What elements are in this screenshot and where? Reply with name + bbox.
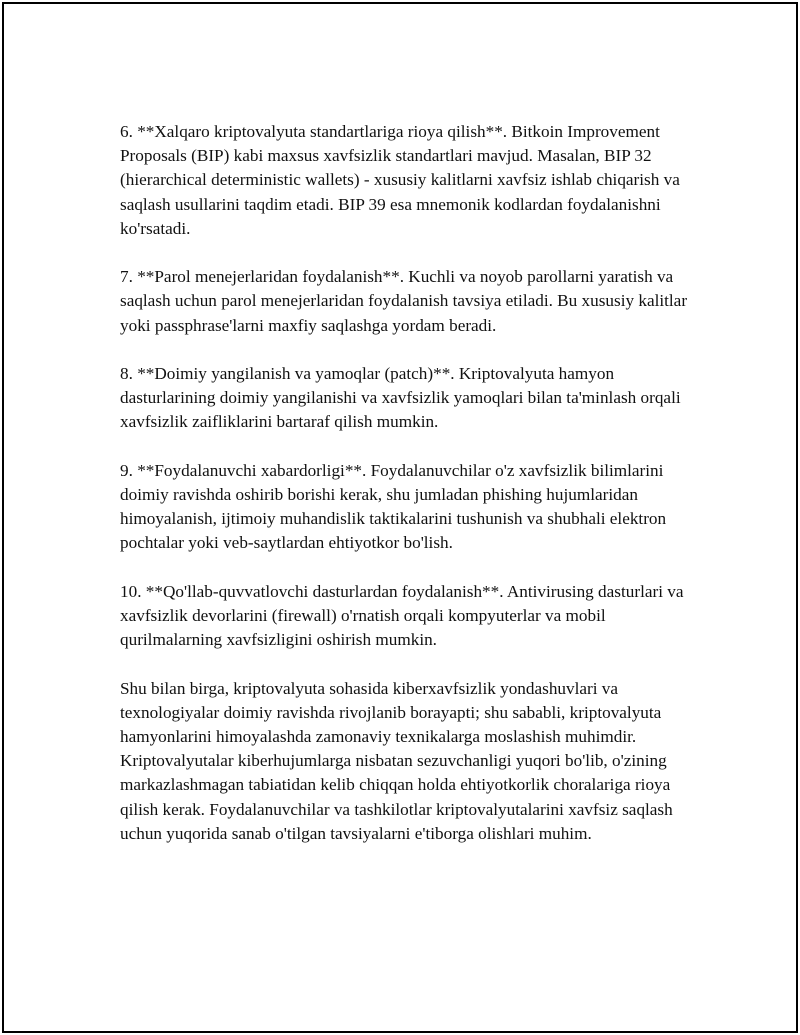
document-page (2, 2, 798, 1033)
document-body (120, 120, 700, 870)
paragraph-item-7: 7. **Parol menejerlaridan foydalanish**. Kuchli va noyob parollarni yaratish va saqlash uchun parol menejerlaridan foydalanish tavsiya etiladi. Bu xususiy kalitlar yoki passphrase'larni maxfiy saqlashga yordam beradi. (120, 267, 688, 335)
paragraph-conclusion: Shu bilan birga, kriptovalyuta sohasida kiberxavfsizlik yondashuvlari va texnologiyalar doimiy ravishda rivojlanib borayapti; shu sababli, kriptovalyuta hamyonlarini himoyalashda zamonaviy texnikalarga moslashish muhimdir. Kriptovalyutalar kiberhujumlarga nisbatan sezuvchanligi yuqori bo'lib, o'zining markazlashmagan tabiatidan kelib chiqqan holda ehtiyotkorlik choralariga rioya qilish kerak. Foydalanuvchilar va tashkilotlar kriptovalyutalarini xavfsiz saqlash uchun yuqorida sanab o'tilgan tavsiyalarni e'tiborga olishlari muhim. (120, 678, 673, 843)
paragraph-item-10: 10. **Qo'llab-quvvatlovchi dasturlardan foydalanish**. Antivirusing dasturlari va xavfsizlik devorlarini (firewall) o'rnatish orqali kompyuterlar va mobil qurilmalarning xavfsizligini oshirish mumkin. (120, 581, 684, 650)
paragraph-item-9: 9. **Foydalanuvchi xabardorligi**. Foydalanuvchilar o'z xavfsizlik bilimlarini doimiy ravishda oshirib borishi kerak, shu jumladan phishing hujumlaridan himoyalanish, ijtimoiy muhandislik taktikalarini tushunish va shubhali elektron pochtalar yoki veb-saytlardan ehtiyotkor bo'lish. (120, 460, 667, 553)
paragraph-item-8: 8. **Doimiy yangilanish va yamoqlar (patch)**. Kriptovalyuta hamyon dasturlarining doimiy yangilanishi va xavfsizlik yamoqlari bilan ta'minlash orqali xavfsizlik zaifliklarini bartaraf qilish mumkin. (120, 364, 681, 432)
paragraph-item-6: 6. **Xalqaro kriptovalyuta standartlariga rioya qilish**. Bitkoin Improvement Proposals (BIP) kabi maxsus xavfsizlik standartlari mavjud. Masalan, BIP 32 (hierarchical deterministic wallets) - xususiy kalitlarni xavfsiz ishlab chiqarish va saqlash usullarini taqdim etadi. BIP 39 esa mnemonik kodlardan foydalanishni ko'rsatadi. (120, 122, 680, 238)
